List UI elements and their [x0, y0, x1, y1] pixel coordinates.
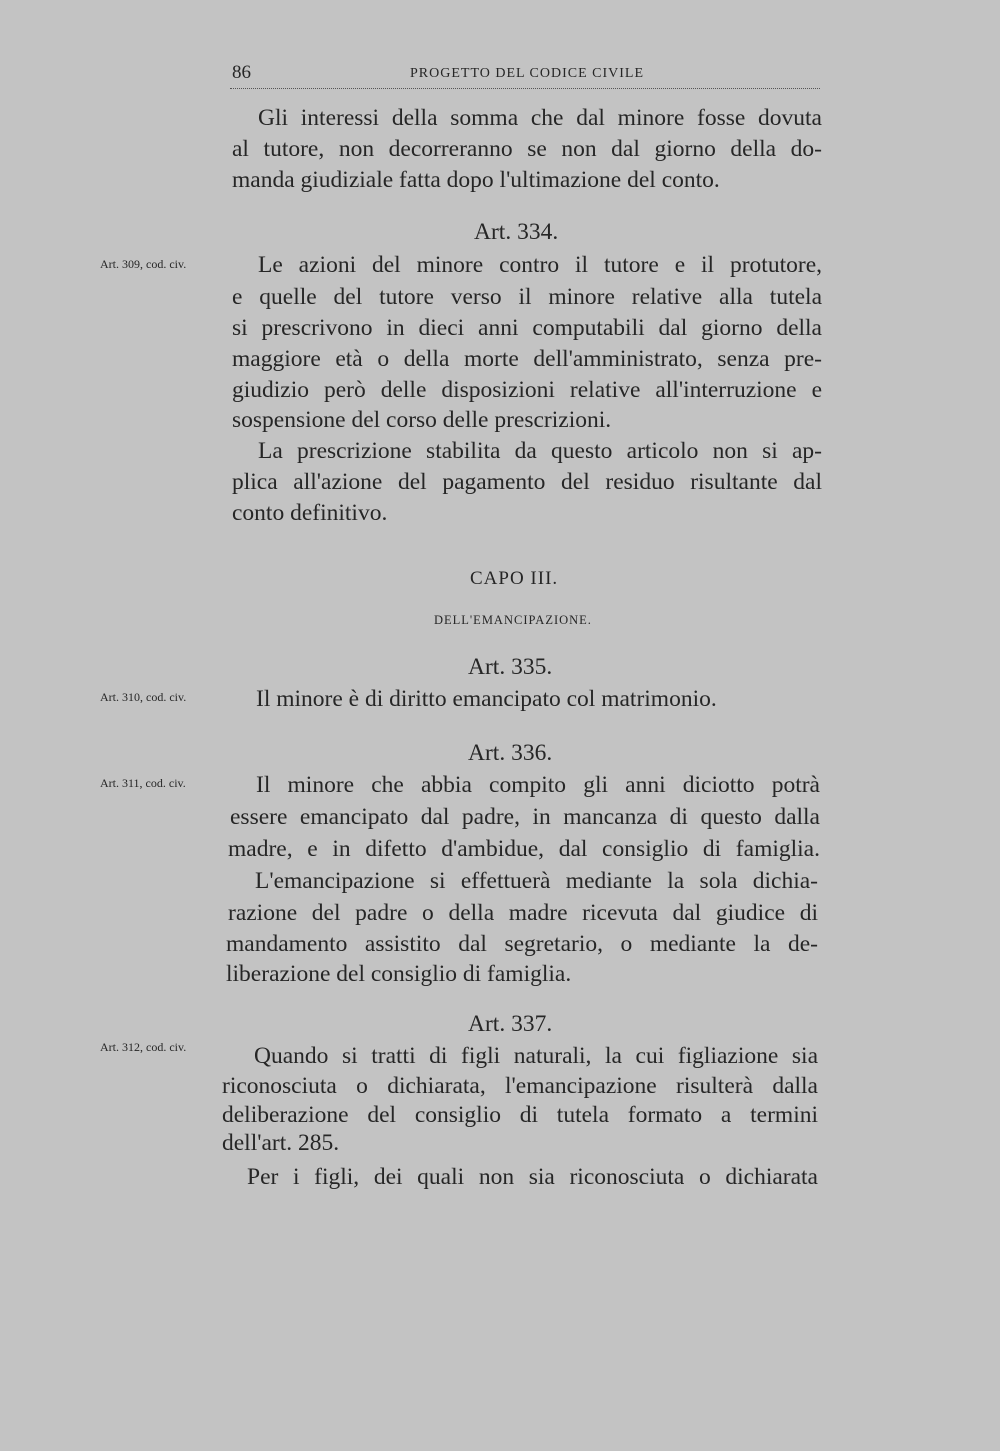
text-line: L'emancipazione si effettuerà mediante la sola dichia-	[255, 868, 818, 894]
page-number: 86	[232, 62, 251, 83]
article-heading-335: Art. 335.	[468, 654, 553, 680]
running-head	[230, 62, 820, 89]
text-line: conto definitivo.	[232, 500, 388, 526]
article-heading-336: Art. 336.	[468, 740, 553, 766]
text-line: Le azioni del minore contro il tutore e il protutore,	[258, 252, 822, 278]
text-line: dell'art. 285.	[222, 1130, 340, 1156]
article-heading-334: Art. 334.	[474, 219, 559, 245]
text-line: manda giudiziale fatta dopo l'ultimazione del conto.	[232, 167, 720, 193]
margin-note-art309: Art. 309, cod. civ.	[100, 257, 187, 271]
chapter-subtitle: DELL'EMANCIPAZIONE.	[434, 613, 592, 627]
text-line: La prescrizione stabilita da questo articolo non si ap-	[258, 438, 822, 464]
text-line: Il minore è di diritto emancipato col matrimonio.	[256, 686, 717, 712]
text-line: si prescrivono in dieci anni computabili dal giorno della	[232, 315, 822, 341]
text-line: madre, e in difetto d'ambidue, dal consiglio di famiglia.	[228, 836, 820, 862]
text-line: Gli interessi della somma che dal minore fosse dovuta	[258, 105, 822, 131]
text-line: giudizio però delle disposizioni relative all'interruzione e	[232, 377, 822, 403]
margin-note-art310: Art. 310, cod. civ.	[100, 690, 187, 704]
text-line: Quando si tratti di figli naturali, la cui figliazione sia	[254, 1043, 818, 1069]
article-heading-337: Art. 337.	[468, 1011, 553, 1037]
text-line: deliberazione del consiglio di tutela formato a termini	[222, 1102, 818, 1128]
text-line: maggiore età o della morte dell'amministrato, senza pre-	[232, 346, 822, 372]
margin-note-art312: Art. 312, cod. civ.	[100, 1040, 187, 1054]
text-line: sospensione del corso delle prescrizioni.	[232, 407, 612, 433]
text-line: al tutore, non decorreranno se non dal giorno della do-	[232, 136, 822, 162]
chapter-title: CAPO III.	[470, 568, 559, 589]
running-title: PROGETTO DEL CODICE CIVILE	[410, 66, 645, 81]
text-line: plica all'azione del pagamento del residuo risultante dal	[232, 469, 822, 495]
text-line: riconosciuta o dichiarata, l'emancipazione risulterà dalla	[222, 1073, 818, 1099]
text-line: Per i figli, dei quali non sia riconosciuta o dichiarata	[247, 1164, 818, 1190]
text-line: liberazione del consiglio di famiglia.	[226, 961, 572, 987]
text-line: e quelle del tutore verso il minore relative alla tutela	[232, 284, 822, 310]
text-line: Il minore che abbia compito gli anni diciotto potrà	[256, 772, 820, 798]
text-line: razione del padre o della madre ricevuta dal giudice di	[228, 900, 818, 926]
margin-note-art311: Art. 311, cod. civ.	[100, 776, 186, 790]
text-line: essere emancipato dal padre, in mancanza di questo dalla	[230, 804, 820, 830]
text-line: mandamento assistito dal segretario, o mediante la de-	[226, 931, 818, 957]
